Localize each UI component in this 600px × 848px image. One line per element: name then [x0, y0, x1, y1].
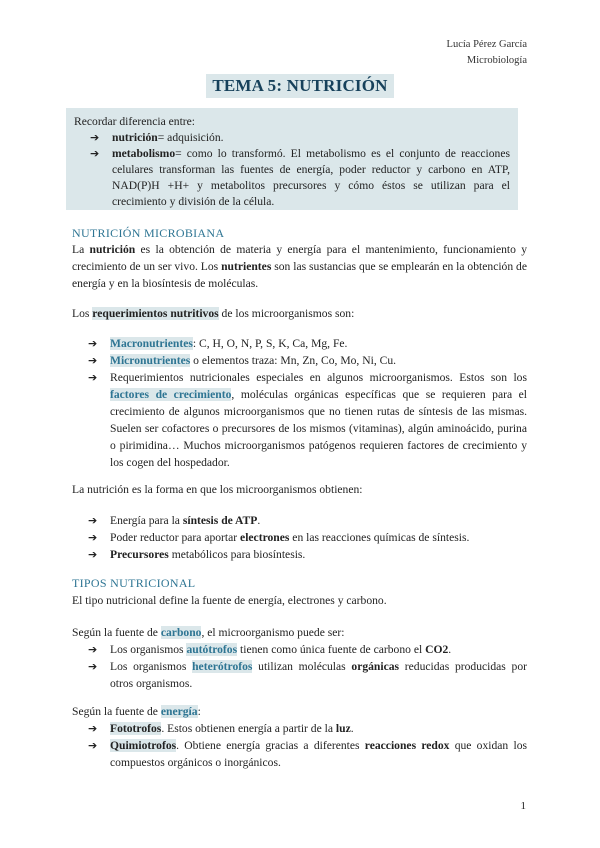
page-number: 1 — [520, 800, 526, 812]
arrow-icon: ➔ — [88, 548, 98, 561]
arrow-icon: ➔ — [88, 514, 98, 527]
list-item: ➔ Macronutrientes: C, H, O, N, P, S, K, Ca, Mg, Fe. — [88, 337, 348, 350]
list-item: ➔ Energía para la síntesis de ATP. — [88, 514, 261, 527]
tipos-paragraph-1: El tipo nutricional define la fuente de energía, electrones y carbono. — [72, 594, 387, 607]
term-text: = adquisición. — [157, 131, 224, 144]
author-name: Lucía Pérez García — [446, 39, 527, 50]
list-item: ➔ Poder reductor para aportar electrones en las reacciones químicas de síntesis. — [88, 531, 470, 544]
arrow-icon: ➔ — [88, 722, 98, 735]
obtienen-list — [72, 512, 527, 563]
energia-list — [72, 720, 527, 771]
arrow-icon: ➔ — [90, 131, 100, 144]
carbono-block: Según la fuente de carbono, el microorganismo puede ser: ➔ Los organismos autótrofos tienen como única fuente de carbono el CO2. ➔ Los organismos heterótrofos utilizan moléculas orgánicas reducidas producidas por otros organismos. — [72, 626, 528, 690]
section-heading-nutricion: NUTRICIÓN MICROBIANA — [72, 226, 225, 240]
list-item — [74, 130, 510, 146]
arrow-icon: ➔ — [88, 531, 98, 544]
page-title: TEMA 5: NUTRICIÓN — [206, 74, 393, 98]
arrow-icon: ➔ — [88, 337, 98, 350]
page-header — [447, 37, 527, 69]
list-item: ➔ Requerimientos nutricionales especiales en algunos microorganismos. Estos son los factores de crecimiento, moléculas orgánicas específicas que se requieren para el crecimiento de algunos microorganismos que no tienen rutas de síntesis de las mismas. Suelen ser cofactores o precursores de los mismos (vitaminas), algún aminoácido, purina o pirimidina… Muchos microorganismos patógenos requieren factores de crecimiento y los cogen del hospedador. — [88, 371, 528, 469]
reminder-list — [74, 130, 510, 210]
reminder-intro: Recordar diferencia entre: — [74, 115, 196, 128]
arrow-icon: ➔ — [88, 371, 98, 384]
requerimientos-list — [72, 335, 527, 471]
arrow-icon: ➔ — [88, 354, 98, 367]
arrow-icon: ➔ — [88, 643, 98, 656]
list-item: ➔ Precursores metabólicos para biosíntesis. — [88, 548, 306, 561]
nutricion-paragraph-1: La nutrición es la obtención de materia y energía para el mantenimiento, funcionamiento y crecimiento de un ser vivo. Los nutrientes son las sustancias que se emplearán en la obtención de energía y en la biosíntesis de moléculas. — [72, 243, 527, 290]
term-text: = como lo transformó. El metabolismo es el conjunto de reacciones celulares transforman las fuentes de energía, poder reductor y carbono en ATP, NAD(P)H +H+ y metabolitos precursores y cómo éstos se utilizan para el crecimiento y división de la célula. — [112, 147, 510, 208]
obtienen-list-block — [72, 512, 527, 563]
list-item: ➔ Los organismos autótrofos tienen como única fuente de carbono el CO2. — [88, 643, 452, 656]
term-metabolismo: metabolismo — [112, 147, 176, 160]
arrow-icon: ➔ — [90, 147, 100, 160]
list-item: ➔ Quimiotrofos. Obtiene energía gracias a diferentes reacciones redox que oxidan los compuestos orgánicos o inorgánicos. — [88, 739, 527, 769]
nutricion-paragraph-3: La nutrición es la forma en que los microorganismos obtienen: — [72, 483, 363, 496]
title-container — [0, 74, 600, 98]
energia-block: Según la fuente de energía: ➔ Fototrofos. Estos obtienen energía a partir de la luz. ➔ Quimiotrofos. Obtiene energía gracias a diferentes reacciones redox que oxidan los compuestos orgánicos o inorgánicos. — [72, 705, 527, 769]
term-nutricion: nutrición — [112, 131, 158, 144]
requerimientos-list-block — [72, 335, 527, 471]
section-heading-tipos: TIPOS NUTRICIONAL — [72, 576, 196, 590]
arrow-icon: ➔ — [88, 660, 98, 673]
list-item: ➔ Micronutrientes o elementos traza: Mn, Zn, Co, Mo, Ni, Cu. — [88, 354, 397, 367]
reminder-box — [66, 108, 518, 210]
nutricion-paragraph-2: Los requerimientos nutritivos de los microorganismos son: — [72, 307, 355, 320]
list-item: ➔ Fototrofos. Estos obtienen energía a partir de la luz. — [88, 722, 354, 735]
arrow-icon: ➔ — [88, 739, 98, 752]
subject-name: Microbiología — [466, 55, 527, 66]
carbono-list — [72, 641, 527, 692]
list-item: ➔ Los organismos heterótrofos utilizan moléculas orgánicas reducidas producidas por otros organismos. — [88, 660, 528, 690]
list-item — [74, 146, 510, 210]
